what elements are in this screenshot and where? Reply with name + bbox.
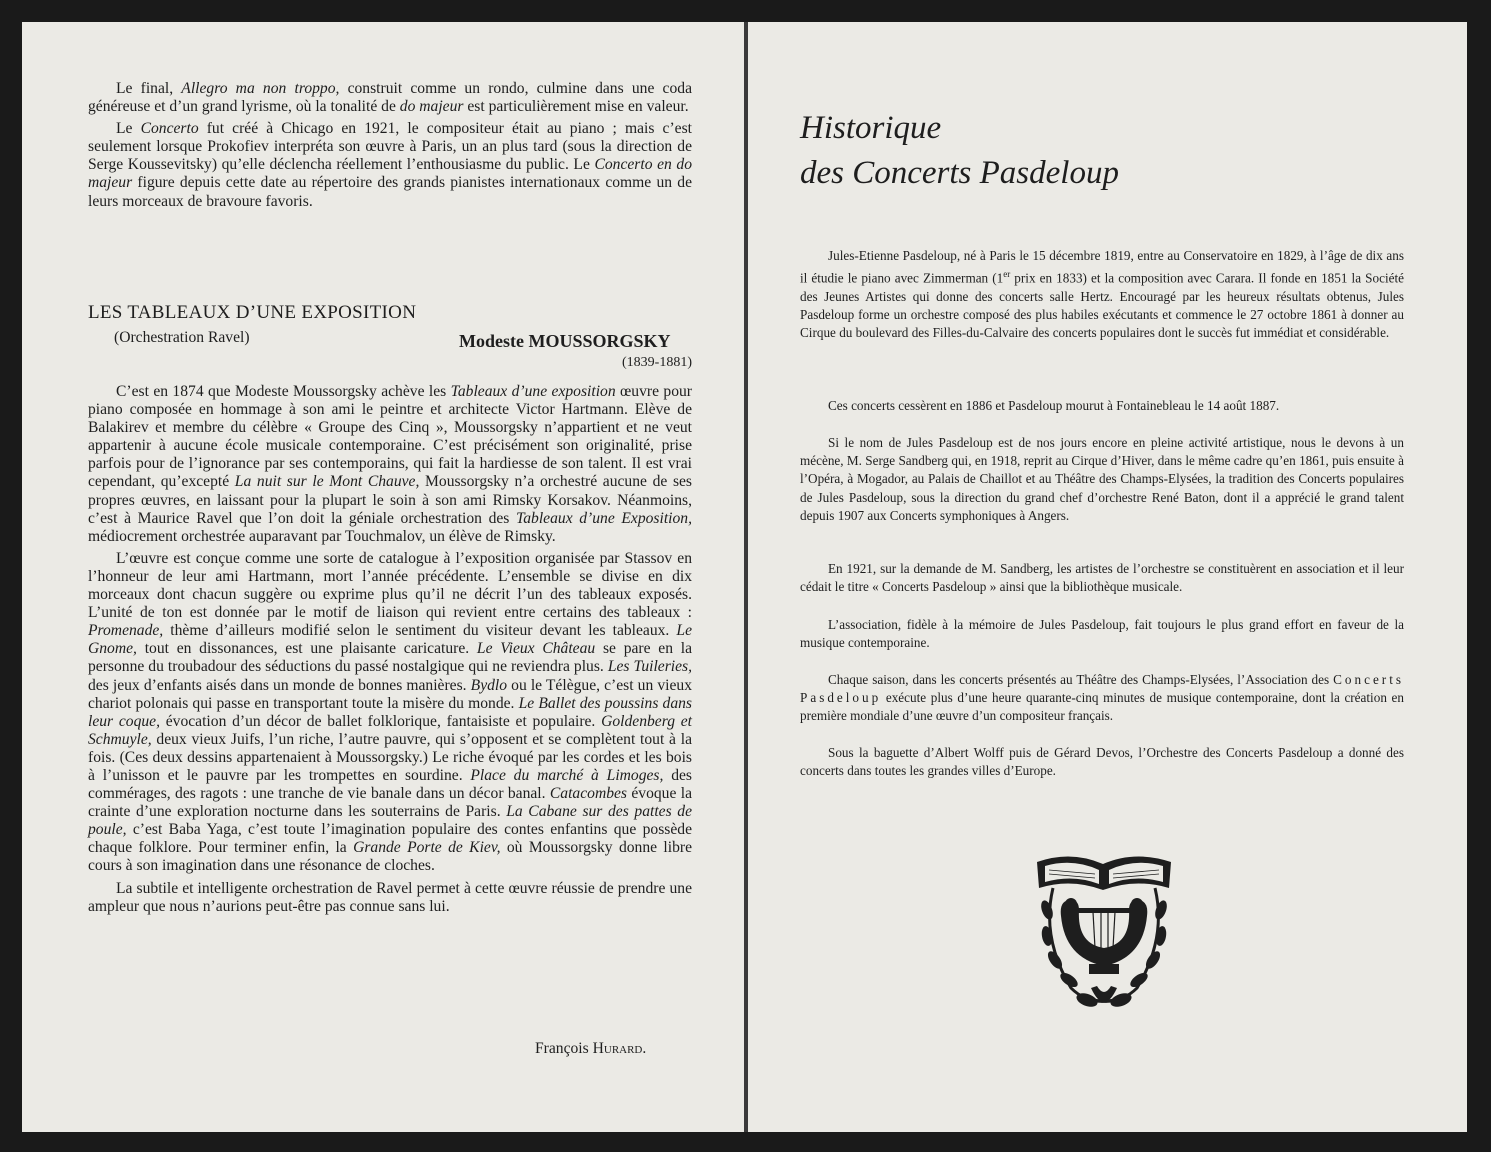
history-paragraph [800, 397, 1404, 415]
history-paragraph [800, 247, 1404, 342]
history-paragraph [800, 616, 1404, 652]
piece-title: LES TABLEAUX D’UNE EXPOSITION [88, 302, 417, 323]
history-paragraph [800, 560, 1404, 596]
author-signature [535, 1040, 646, 1058]
history-paragraph [800, 434, 1404, 525]
history-paragraph [800, 744, 1404, 780]
text-paragraph: Chaque saison, dans les concerts présentés au Théâtre des Champs-Elysées, l’Association des Concerts Pasdeloup exécute plus d’une heure quarante-cinq minutes de musique contemporaine, dont la création en première mondiale d’une œuvre d’un compositeur français. [800, 672, 1404, 724]
right-page [748, 22, 1467, 1132]
text-paragraph: Jules-Etienne Pasdeloup, né à Paris le 15 décembre 1819, entre au Conservatoire en 1829, à l’âge de dix ans il étudie le piano avec Zimmerman (1er prix en 1833) et la composition avec Carara. Il fonde en 1851 la Société des Jeunes Artistes qui donne des concerts salle Hertz. Encouragé par les heureux résultats obtenus, Jules Pasdeloup forme un orchestre composé des plus habiles exécutants et commence le 27 octobre 1861 à donner au Cirque du boulevard des Filles-du-Calvaire des concerts populaires dont le succès fut immédiat et considérable. [800, 248, 1404, 341]
page-title-line2: des Concerts Pasdeloup [800, 155, 1119, 191]
history-paragraph [800, 671, 1404, 726]
lyre-emblem-icon [1031, 848, 1177, 1018]
left-page [22, 22, 744, 1132]
text-paragraph: Si le nom de Jules Pasdeloup est de nos jours encore en pleine activité artistique, nous le devons à un mécène, M. Serge Sandberg qui, en 1918, reprit au Cirque d’Hiver, dans le même cadre qu’en 1861, puis ensuite à l’Opéra, à Mogador, au Palais de Chaillot et au Théâtre des Champs-Elysées, la tradition des Concerts populaires de Jules Pasdeloup, sous la direction du grand chef d’orchestre René Baton, dont il a apprécié le grand talent depuis 1907 aux Concerts symphoniques à Angers. [800, 435, 1404, 523]
text-paragraph: En 1921, sur la demande de M. Sandberg, les artistes de l’orchestre se constituèrent en association et il leur cédait le titre « Concerts Pasdeloup » ainsi que la bibliothèque musicale. [800, 561, 1404, 595]
text-paragraph: L’association, fidèle à la mémoire de Jules Pasdeloup, fait toujours le plus grand effort en faveur de la musique contemporaine. [800, 617, 1404, 651]
text-paragraph: Le final, Allegro ma non troppo, construit comme un rondo, culmine dans une coda généreuse et d’un grand lyrisme, où la tonalité de do majeur est particulièrement mise en valeur. [88, 80, 692, 116]
composer-name: Modeste MOUSSORGSKY [459, 331, 671, 351]
composer-dates: (1839-1881) [622, 355, 692, 370]
program-notes-text [88, 383, 692, 916]
text-paragraph: Sous la baguette d’Albert Wolff puis de Gérard Devos, l’Orchestre des Concerts Pasdeloup a donné des concerts dans toutes les grandes villes d’Europe. [800, 745, 1404, 779]
author-last-name: Hurard. [592, 1040, 647, 1057]
page-title-line1: Historique [800, 110, 942, 146]
text-paragraph: Le Concerto fut créé à Chicago en 1921, le compositeur était au piano ; mais c’est seulement lorsque Prokofiev interpréta son œuvre à Paris, un an plus tard (sous la direction de Serge Koussevitsky) qu’elle déclencha réellement l’enthousiasme du public. Le Concerto en do majeur figure depuis cette date au répertoire des grands pianistes internationaux comme un de leurs morceaux de bravoure favoris. [88, 120, 692, 210]
piece-subtitle: (Orchestration Ravel) [114, 329, 250, 346]
page-title [800, 106, 1119, 196]
text-paragraph: L’œuvre est conçue comme une sorte de catalogue à l’exposition organisée par Stassov en l’honneur de leur ami Hartmann, mort l’année précédente. L’ensemble se divise en dix morceaux dont chacun suggère ou exprime plus qu’il ne décrit l’un des tableaux exposés. L’unité de ton est donnée par le motif de liaison qui revient entre certains des tableaux : Promenade, thème d’ailleurs modifié selon le sentiment du visiteur devant les tableaux. Le Gnome, tout en dissonances, est une plaisante caricature. Le Vieux Château se pare en la personne du troubadour des séductions du passé nostalgique qui ne reviendra plus. Les Tuileries, des jeux d’enfants aisés dans un monde de bonnes manières. Bydlo ou le Télègue, c’est un vieux chariot polonais qui passe en transportant toute la misère du monde. Le Ballet des poussins dans leur coque, évocation d’un décor de ballet folklorique, fantaisiste et populaire. Goldenberg et Schmuyle, deux vieux Juifs, l’un riche, l’autre pauvre, qui s’opposent et se complètent tout à la fois. (Ces deux dessins appartenaient à Moussorgsky.) Le riche évoqué par les cordes et les bois à l’unisson et le pauvre par les trompettes en sourdine. Place du marché à Limoges, des commérages, des ragots : une tranche de vie banale dans un décor banal. Catacombes évoque la crainte d’une exploration nocturne dans les souterrains de Paris. La Cabane sur des pattes de poule, c’est Baba Yaga, c’est toute l’imagination populaire des contes enfantins que possède chaque folklore. Pour terminer enfin, la Grande Porte de Kiev, où Moussorgsky donne libre cours à son imagination dans une résonance de cloches. [88, 549, 693, 875]
text-paragraph: Ces concerts cessèrent en 1886 et Pasdeloup mourut à Fontainebleau le 14 août 1887. [828, 398, 1280, 413]
text-paragraph: La subtile et intelligente orchestration de Ravel permet à cette œuvre réussie de prendre une ampleur que nous n’aurions peut-être pas connue sans lui. [88, 879, 692, 915]
text-paragraph: C’est en 1874 que Modeste Moussorgsky achève les Tableaux d’une exposition œuvre pour piano composée en hommage à son ami le peintre et architecte Victor Hartmann. Elève de Balakirev et membre du célèbre « Groupe des Cinq », Moussorgsky n’appartient et ne veut appartenir à aucune école musicale contemporaine. C’est précisément son originalité, prise parfois pour de l’ignorance par ses contemporains, qui fait la hardiesse de son talent. Il est vrai cependant, qu’excepté La nuit sur le Mont Chauve, Moussorgsky n’a orchestré aucune de ses propres œuvres, en laissant pour la plupart le soin à son ami Rimsky Korsakov. Néanmoins, c’est à Maurice Ravel que l’on doit la géniale orchestration des Tableaux d’une Exposition, médiocrement orchestrée auparavant par Touchmalov, un élève de Rimsky. [88, 383, 693, 545]
intro-text [88, 80, 692, 211]
author-first-name: François [535, 1040, 593, 1057]
